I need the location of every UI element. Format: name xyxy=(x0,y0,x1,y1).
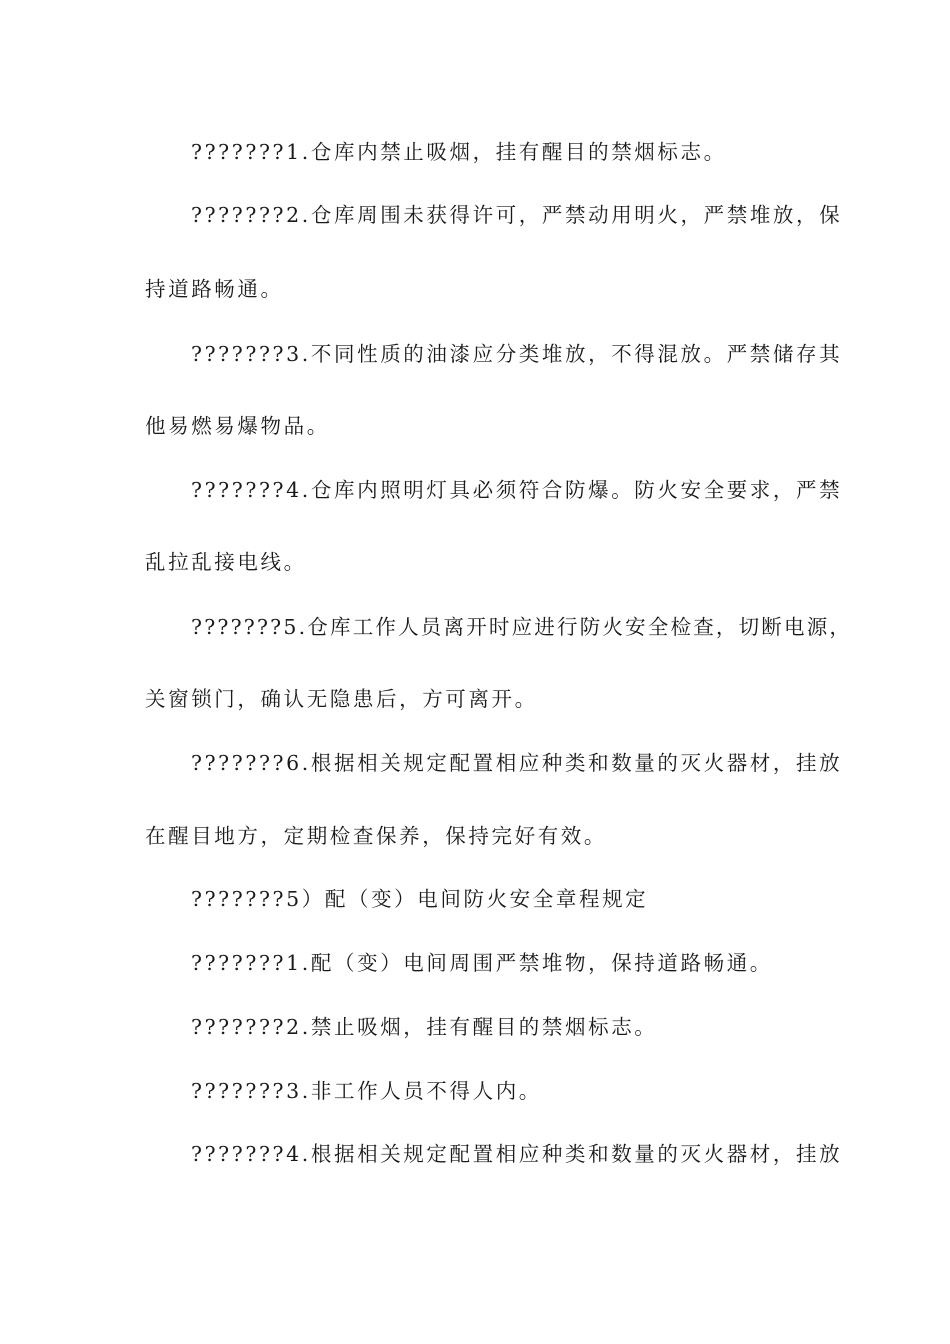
paragraph-line: 他易燃易爆物品。 xyxy=(145,414,330,438)
paragraph-line: 关窗锁门，确认无隐患后，方可离开。 xyxy=(145,687,538,711)
paragraph-line: ???????1.配（变）电间周围严禁堆物，保持道路畅通。 xyxy=(191,951,773,975)
paragraph-line: ???????6.根据相关规定配置相应种类和数量的灭火器材，挂放 xyxy=(191,751,843,775)
paragraph-line: ???????5.仓库工作人员离开时应进行防火安全检查，切断电源， xyxy=(191,615,853,639)
paragraph-line: ???????3.不同性质的油漆应分类堆放，不得混放。严禁储存其 xyxy=(191,342,843,366)
section-heading: ???????5）配（变）电间防火安全章程规定 xyxy=(191,887,649,911)
paragraph-line: ???????3.非工作人员不得人内。 xyxy=(191,1079,542,1103)
paragraph-line: 持道路畅通。 xyxy=(145,277,284,301)
paragraph-line: ???????2.禁止吸烟，挂有醒目的禁烟标志。 xyxy=(191,1015,658,1039)
paragraph-line: ???????4.仓库内照明灯具必须符合防爆。防火安全要求，严禁 xyxy=(191,478,843,502)
paragraph-line: 在醒目地方，定期检查保养，保持完好有效。 xyxy=(145,824,607,848)
paragraph-line: ???????4.根据相关规定配置相应种类和数量的灭火器材，挂放 xyxy=(191,1142,843,1166)
paragraph-line: ???????2.仓库周围未获得许可，严禁动用明火，严禁堆放，保 xyxy=(191,203,843,227)
paragraph-line: ???????1.仓库内禁止吸烟，挂有醒目的禁烟标志。 xyxy=(191,140,727,164)
paragraph-line: 乱拉乱接电线。 xyxy=(145,550,307,574)
